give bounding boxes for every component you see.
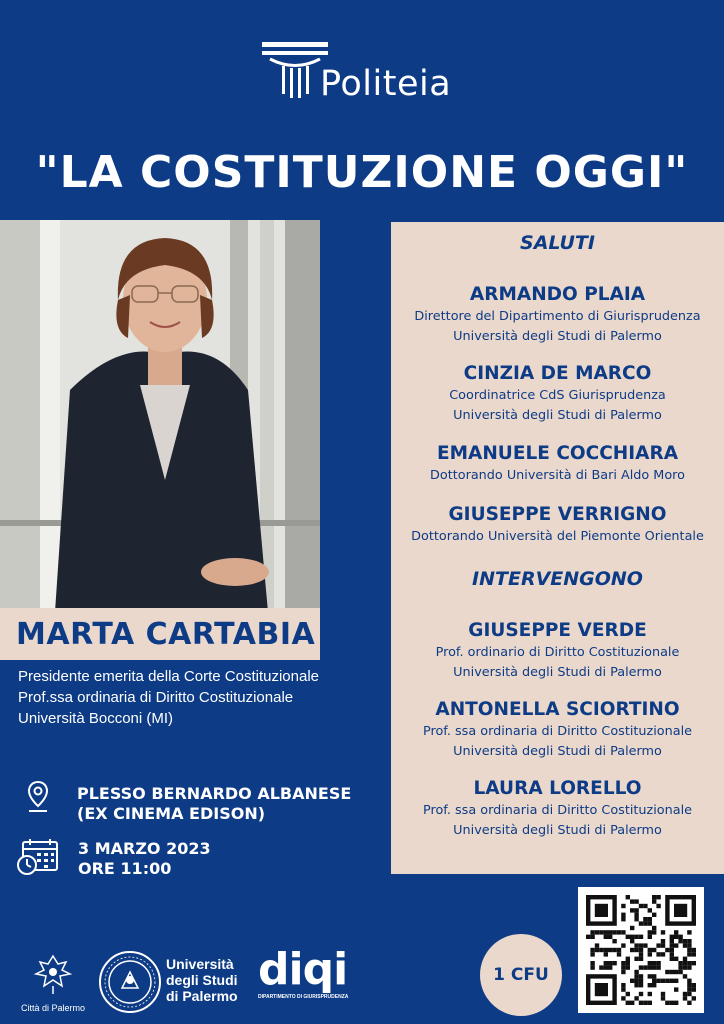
speaker-bio bbox=[18, 666, 319, 729]
unipa-wordmark bbox=[166, 956, 238, 1004]
unipa-seal-icon bbox=[98, 950, 162, 1014]
speaker-name-box bbox=[0, 608, 320, 660]
qr-code-image bbox=[578, 887, 704, 1013]
speaker-roles bbox=[391, 643, 724, 683]
role-line: Università degli Studi di Palermo bbox=[453, 329, 662, 344]
speaker-name: GIUSEPPE VERDE bbox=[468, 620, 647, 641]
speaker-name: EMANUELE COCCHIARA bbox=[436, 443, 679, 464]
role-line: Dottorando Università del Piemonte Orientale bbox=[411, 529, 704, 544]
calendar-clock-icon bbox=[17, 838, 59, 876]
brand-name: Politeia bbox=[320, 64, 452, 104]
bio-line: Presidente emerita della Corte Costituzionale bbox=[18, 668, 319, 685]
digi-subtitle: DIPARTIMENTO DI GIURISPRUDENZA bbox=[258, 994, 349, 1000]
role-line: Università degli Studi di Palermo bbox=[453, 823, 662, 838]
saluti-heading: SALUTI bbox=[520, 232, 595, 254]
unipa-line: Università bbox=[166, 956, 234, 972]
speaker-name: ARMANDO PLAIA bbox=[469, 284, 646, 305]
speaker-photo bbox=[0, 220, 320, 612]
venue-line-1: PLESSO BERNARDO ALBANESE bbox=[77, 784, 352, 803]
speaker-name: LAURA LORELLO bbox=[473, 778, 642, 799]
role-line: Coordinatrice CdS Giurisprudenza bbox=[449, 388, 666, 403]
program-panel bbox=[391, 222, 724, 874]
date-line: 3 MARZO 2023 bbox=[78, 839, 211, 858]
speaker-name: ANTONELLA SCIORTINO bbox=[435, 699, 680, 720]
role-line: Prof. ssa ordinaria di Diritto Costituzionale bbox=[423, 724, 692, 739]
page-title: "LA COSTITUZIONE OGGI" bbox=[35, 147, 689, 198]
citta-di-palermo-logo bbox=[18, 952, 88, 1014]
unipa-line: degli Studi bbox=[166, 972, 238, 988]
qr-code[interactable] bbox=[578, 887, 704, 1013]
citta-label: Città di Palermo bbox=[20, 1003, 86, 1013]
column-icon bbox=[262, 42, 328, 100]
speaker-roles bbox=[391, 527, 724, 547]
time-line: ORE 11:00 bbox=[78, 859, 172, 878]
speaker-roles bbox=[391, 307, 724, 347]
digi-wordmark: diqi bbox=[258, 944, 348, 995]
role-line: Dottorando Università di Bari Aldo Moro bbox=[430, 468, 685, 483]
location-pin-icon bbox=[27, 780, 49, 814]
digi-logo bbox=[258, 946, 358, 1016]
unipa-line: di Palermo bbox=[166, 988, 238, 1004]
cfu-badge: 1 CFU bbox=[480, 934, 562, 1016]
speaker-roles bbox=[391, 722, 724, 762]
role-line: Prof. ssa ordinaria di Diritto Costituzionale bbox=[423, 803, 692, 818]
venue-line-2: (EX CINEMA EDISON) bbox=[77, 804, 266, 823]
speaker-roles bbox=[391, 466, 724, 486]
speaker-roles bbox=[391, 801, 724, 841]
role-line: Università degli Studi di Palermo bbox=[453, 744, 662, 759]
role-line: Università degli Studi di Palermo bbox=[453, 665, 662, 680]
bio-line: Prof.ssa ordinaria di Diritto Costituzionale bbox=[18, 689, 294, 706]
role-line: Prof. ordinario di Diritto Costituzionale bbox=[435, 645, 680, 660]
intervengono-heading: INTERVENGONO bbox=[472, 568, 643, 590]
role-line: Direttore del Dipartimento di Giurisprudenza bbox=[414, 309, 701, 324]
speaker-name: GIUSEPPE VERRIGNO bbox=[448, 504, 667, 525]
speaker-name: CINZIA DE MARCO bbox=[463, 363, 652, 384]
speaker-name: MARTA CARTABIA bbox=[16, 617, 316, 652]
politeia-logo bbox=[262, 42, 472, 102]
role-line: Università degli Studi di Palermo bbox=[453, 408, 662, 423]
bio-line: Università Bocconi (MI) bbox=[18, 710, 174, 727]
eagle-crest-icon bbox=[18, 952, 88, 996]
speaker-roles bbox=[391, 386, 724, 426]
